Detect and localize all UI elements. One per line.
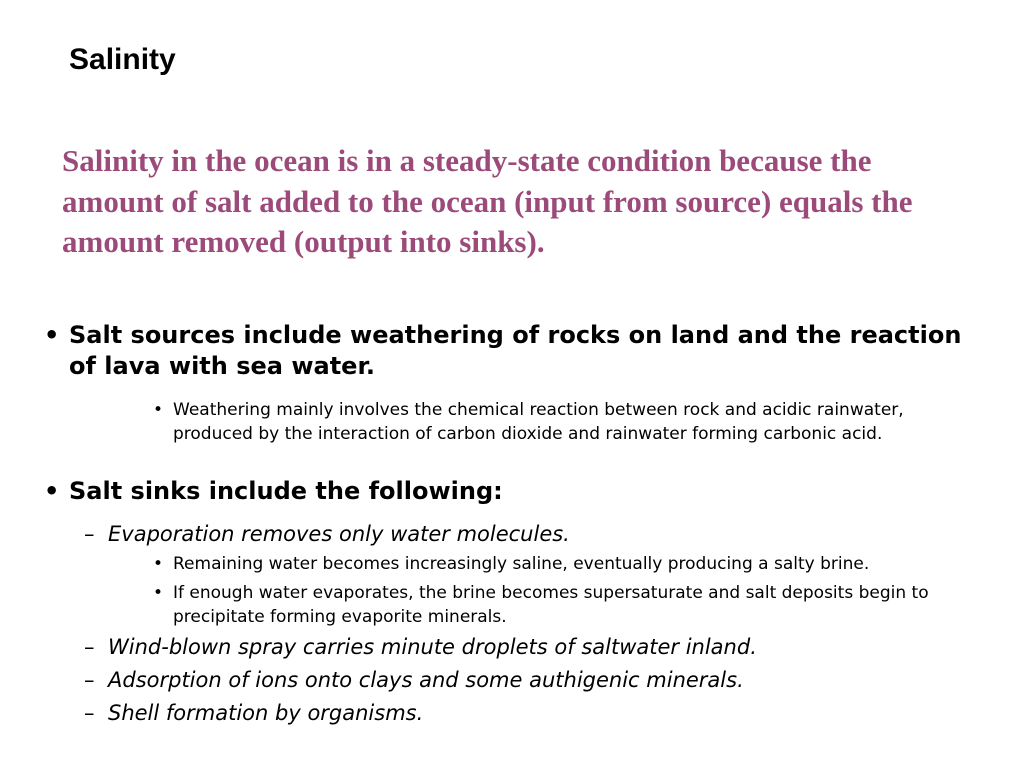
intro-paragraph: Salinity in the ocean is in a steady-state condition because the amount of salt added to the ocean (input from source) equals the amount removed (output into sinks). — [62, 143, 913, 259]
evaporation-text: Evaporation removes only water molecules. — [108, 522, 570, 546]
dash-glyph: – — [84, 522, 95, 546]
evaporite-text: If enough water evaporates, the brine becomes supersaturate and salt deposits begin to precipitate forming evaporite minerals. — [173, 583, 929, 627]
brine-text: Remaining water becomes increasingly saline, eventually producing a salty brine. — [173, 554, 870, 574]
sinks-text: Salt sinks include the following: — [69, 477, 503, 505]
bullet-glyph: • — [153, 400, 164, 420]
dash-glyph: – — [84, 668, 95, 692]
slide-title: Salinity — [69, 43, 176, 76]
bullet-glyph: • — [153, 554, 164, 574]
spray-text: Wind-blown spray carries minute droplets of saltwater inland. — [108, 635, 757, 659]
weathering-text: Weathering mainly involves the chemical reaction between rock and acidic rainwater, produced by the interaction of carbon dioxide and rainwater forming carbonic acid. — [173, 400, 904, 444]
dash-glyph: – — [84, 701, 95, 725]
shell-text: Shell formation by organisms. — [108, 701, 424, 725]
adsorption-text: Adsorption of ions onto clays and some authigenic minerals. — [108, 668, 744, 692]
bullet-glyph: • — [44, 321, 60, 349]
dash-glyph: – — [84, 635, 95, 659]
bullet-glyph: • — [44, 477, 60, 505]
sources-text: Salt sources include weathering of rocks on land and the reaction of lava with sea water. — [69, 321, 962, 380]
bullet-glyph: • — [153, 583, 164, 603]
